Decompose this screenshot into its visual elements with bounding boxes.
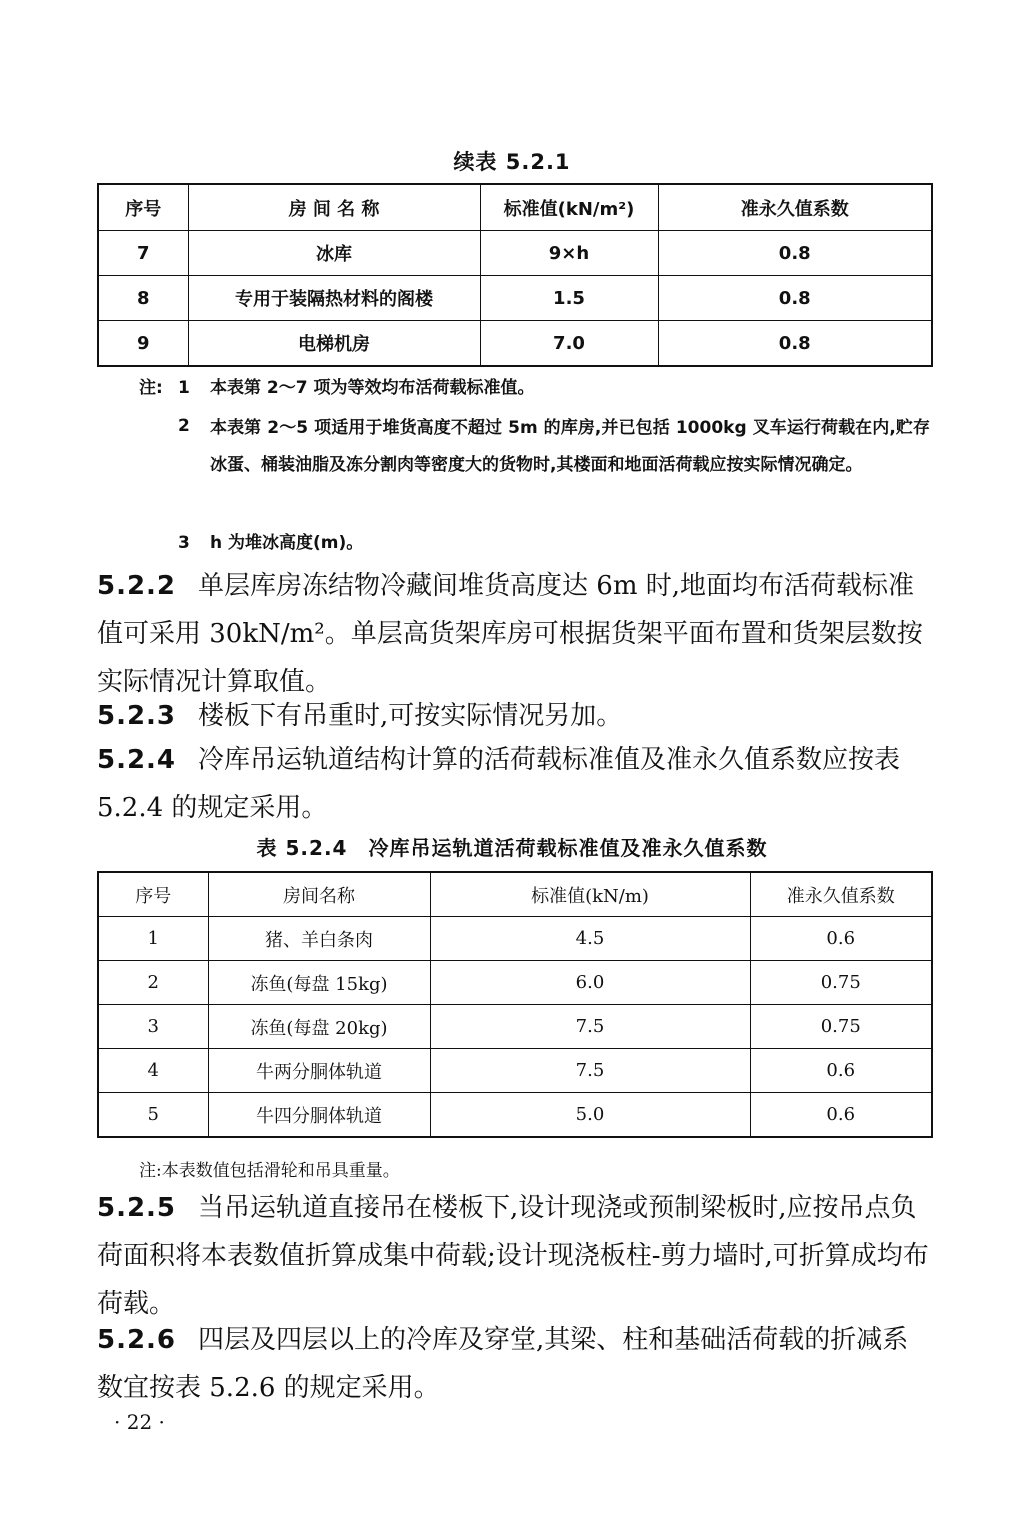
paragraph-text: 冷库吊运轨道结构计算的活荷载标准值及准永久值系数应按表 5.2.4 的规定采用。 [97,745,901,823]
note-number: 3 [178,533,190,553]
table-cell: 7.5 [430,1049,750,1093]
table-cell: 0.6 [750,1049,932,1093]
section-number: 5.2.2 [97,571,177,601]
section-number: 5.2.6 [97,1325,177,1355]
header-cell: 准永久值系数 [750,872,932,917]
section-number: 5.2.4 [97,745,177,775]
note-text: 本表第 2～7 项为等效均布活荷载标准值。 [210,378,535,398]
table-row [98,1005,932,1049]
table-cell: 冰库 [188,231,480,276]
table-cell: 1 [98,917,208,961]
table-row [98,1049,932,1093]
table-cell: 冻鱼(每盘 15kg) [208,961,430,1005]
header-cell: 准永久值系数 [658,184,932,231]
paragraph-text: 四层及四层以上的冷库及穿堂,其梁、柱和基础活荷载的折减系数宜按表 5.2.6 的规定采用。 [97,1325,909,1403]
table-cell: 5 [98,1093,208,1138]
header-cell: 序号 [98,184,188,231]
table-cell: 4.5 [430,917,750,961]
table-row [98,961,932,1005]
table-cell: 冻鱼(每盘 20kg) [208,1005,430,1049]
table-cell: 0.6 [750,917,932,961]
header-cell: 序号 [98,872,208,917]
notes-label: 注: [139,378,163,398]
section-number: 5.2.3 [97,701,177,731]
paragraph-5-2-6 [97,1316,931,1412]
table-cell: 牛两分胴体轨道 [208,1049,430,1093]
table-521-caption: 续表 5.2.1 [453,150,571,174]
table-cell: 0.8 [658,321,932,367]
paragraph-5-2-3 [97,692,931,740]
paragraph-text: 单层库房冻结物冷藏间堆货高度达 6m 时,地面均布活荷载标准值可采用 30kN/m²。单层高货架库房可根据货架平面布置和货架层数按实际情况计算取值。 [97,571,923,697]
table-521 [97,183,933,367]
table-cell: 5.0 [430,1093,750,1138]
table-524-note: 注:本表数值包括滑轮和吊具重量。 [139,1161,400,1181]
table-cell: 7 [98,231,188,276]
table-row [98,276,932,321]
table-cell: 2 [98,961,208,1005]
table-cell: 8 [98,276,188,321]
paragraph-text: 当吊运轨道直接吊在楼板下,设计现浇或预制梁板时,应按吊点负荷面积将本表数值折算成集中荷载;设计现浇板柱-剪力墙时,可折算成均布荷载。 [97,1193,929,1319]
table-cell: 猪、羊白条肉 [208,917,430,961]
header-cell: 房间名称 [208,872,430,917]
paragraph-5-2-2 [97,562,931,706]
table-row [98,917,932,961]
table-cell: 4 [98,1049,208,1093]
table-cell: 6.0 [430,961,750,1005]
table-524-caption: 表 5.2.4 冷库吊运轨道活荷载标准值及准永久值系数 [256,836,768,860]
table-cell: 7.0 [480,321,658,367]
table-row [98,231,932,276]
table-cell: 0.8 [658,276,932,321]
paragraph-5-2-5 [97,1184,931,1328]
section-number: 5.2.5 [97,1193,177,1223]
header-cell: 标准值(kN/m) [430,872,750,917]
page-number: · 22 · [114,1410,165,1434]
table-cell: 专用于装隔热材料的阁楼 [188,276,480,321]
note-number: 2 [178,416,190,436]
paragraph-5-2-4 [97,736,931,832]
header-cell: 房 间 名 称 [188,184,480,231]
table-header-row [98,184,932,231]
table-cell: 9 [98,321,188,367]
note-text: 本表第 2～5 项适用于堆货高度不超过 5m 的库房,并已包括 1000kg 叉车运行荷载在内,贮存冰蛋、桶装油脂及冻分割肉等密度大的货物时,其楼面和地面活荷载应按实际情况确定。 [210,418,930,475]
table-cell: 0.75 [750,1005,932,1049]
table-cell: 0.75 [750,961,932,1005]
table-cell: 牛四分胴体轨道 [208,1093,430,1138]
table-cell: 电梯机房 [188,321,480,367]
table-cell: 0.6 [750,1093,932,1138]
paragraph-text: 楼板下有吊重时,可按实际情况另加。 [198,701,623,731]
header-cell: 标准值(kN/m²) [480,184,658,231]
table-cell: 7.5 [430,1005,750,1049]
table-header-row [98,872,932,917]
table-cell: 0.8 [658,231,932,276]
note-number: 1 [178,378,190,398]
table-row [98,321,932,367]
table-524 [97,871,933,1138]
table-row [98,1093,932,1138]
note-text: h 为堆冰高度(m)。 [210,533,364,553]
table-cell: 9×h [480,231,658,276]
table-cell: 3 [98,1005,208,1049]
table-cell: 1.5 [480,276,658,321]
